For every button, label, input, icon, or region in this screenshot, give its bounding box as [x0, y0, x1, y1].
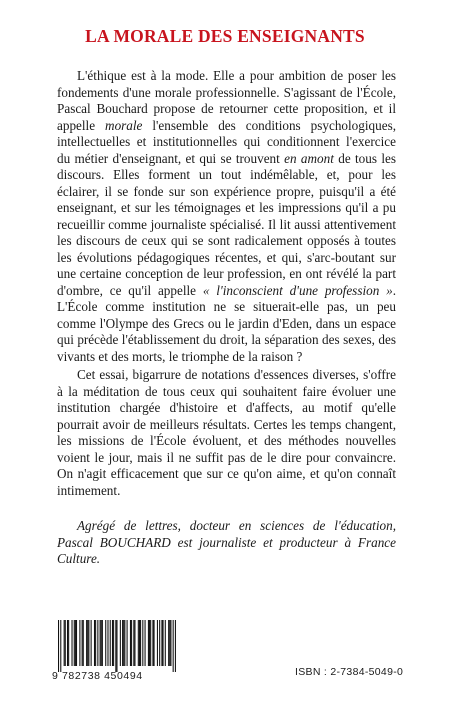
barcode: [58, 620, 176, 672]
barcode-bar: [87, 620, 88, 666]
barcode-bar: [148, 620, 149, 666]
barcode-bar: [91, 620, 92, 666]
barcode-bar: [127, 620, 128, 666]
barcode-bar: [165, 620, 166, 666]
barcode-bar: [124, 620, 125, 666]
text-run: de tous les discours. Elles forment un tout indémêlable, et, pour les éclairer, il se fonde sur son expérience propre, puisqu'il a été enseignant, et sur les témoignages et les impressions qu'il a pu recueillir comme journaliste spécialisé. Il lit aussi attentivement les discours de ceux qui se sont radicalement opposés à toutes les évolutions pédagogiques récentes, et qui, s'arc-boutant sur une certaine conception de leur profession, en ont révélé la part d'ombre, ce qu'il appelle: [57, 150, 396, 298]
barcode-bar: [107, 620, 108, 666]
barcode-number: 9 782738 450494: [52, 670, 143, 682]
barcode-bar: [140, 620, 141, 666]
barcode-bars: [58, 620, 176, 672]
barcode-bar: [134, 620, 135, 666]
barcode-bar: [150, 620, 151, 666]
barcode-bar: [116, 620, 117, 672]
barcode-bar: [110, 620, 111, 666]
barcode-bar: [112, 620, 113, 666]
barcode-bar: [75, 620, 76, 666]
barcode-bar: [76, 620, 77, 666]
barcode-bar: [58, 620, 59, 672]
barcode-bar: [139, 620, 140, 666]
barcode-bar: [159, 620, 160, 666]
barcode-bar: [65, 620, 66, 666]
book-title: LA MORALE DES ENSEIGNANTS: [85, 26, 365, 46]
barcode-bar: [82, 620, 83, 666]
barcode-bar: [100, 620, 101, 666]
blurb-text: [57, 68, 396, 499]
author-bio: Agrégé de lettres, docteur en sciences de l'éducation, Pascal BOUCHARD est journaliste et producteur à France Culture.: [57, 518, 396, 566]
barcode-bar: [138, 620, 139, 666]
barcode-bar: [161, 620, 162, 666]
barcode-bar: [175, 620, 176, 672]
barcode-bar: [94, 620, 95, 666]
barcode-bar: [145, 620, 146, 666]
text-run: . L'École comme institution ne se situerait-elle pas, un peu comme l'Olympe des Grecs ou le jardin d'Eden, dans un espace qui précède l'établissement du droit, la séparation des sexes, des vivants et des morts, le triomphe de la raison ?: [57, 282, 396, 364]
barcode-bar: [71, 620, 72, 666]
barcode-bar: [154, 620, 155, 666]
barcode-bar: [67, 620, 68, 666]
barcode-bar: [149, 620, 150, 666]
barcode-bar: [88, 620, 89, 666]
italic-phrase: en amont: [284, 150, 334, 166]
isbn: ISBN : 2-7384-5049-0: [295, 666, 404, 678]
barcode-bar: [83, 620, 84, 666]
blurb-paragraph: [57, 367, 396, 499]
barcode-bar: [64, 620, 65, 666]
barcode-bar: [79, 620, 80, 666]
barcode-bar: [122, 620, 123, 666]
barcode-bar: [152, 620, 153, 666]
barcode-bar: [86, 620, 87, 666]
barcode-bar: [113, 620, 114, 666]
text-run: l'ensemble des conditions psychologiques, intellectuelles et institutionnelles qui conditionnent l'exercice du métier d'enseignant, et qui se trouvent: [57, 117, 396, 166]
barcode-bar: [169, 620, 170, 666]
barcode-bar: [130, 620, 131, 666]
text-run: L'éthique est à la mode. Elle a pour ambition de poser les fondements d'une morale professionnelle. S'agissant de l'École, Pascal Bouchard propose de retourner cette proposition, et il appelle: [57, 68, 396, 133]
italic-phrase: morale: [105, 117, 143, 133]
barcode-bar: [101, 620, 102, 666]
barcode-bar: [163, 620, 164, 666]
barcode-bar: [157, 620, 158, 666]
barcode-bar: [68, 620, 69, 666]
italic-phrase: « l'inconscient d'une profession »: [202, 282, 393, 298]
barcode-bar: [142, 620, 143, 666]
barcode-bar: [95, 620, 96, 666]
barcode-bar: [120, 620, 121, 666]
barcode-bar: [168, 620, 169, 666]
blurb-paragraph: [57, 68, 396, 365]
barcode-bar: [60, 620, 61, 672]
text-run: Cet essai, bigarrure de notations d'essences diverses, s'offre à la méditation de tous ceux qui souhaitent faire évoluer une institution chargée d'histoire et d'affects, au motif qu'elle pourrait avoir de meilleurs résultats. Certes les temps changent, les missions de l'École évoluent, et des méthodes nouvelles voient le jour, mais il ne suffit pas de le dire pour convaincre. On n'agit efficacement que sur ce qu'on aime, et qu'on connaît intimement.: [57, 367, 396, 498]
barcode-bar: [74, 620, 75, 666]
barcode-bar: [102, 620, 103, 666]
barcode-bar: [173, 620, 174, 672]
barcode-bar: [105, 620, 106, 666]
barcode-bar: [97, 620, 98, 666]
barcode-bar: [170, 620, 171, 666]
barcode-bar: [131, 620, 132, 666]
barcode-bar: [123, 620, 124, 666]
barcode-bar: [115, 620, 116, 672]
barcode-bar: [133, 620, 134, 666]
